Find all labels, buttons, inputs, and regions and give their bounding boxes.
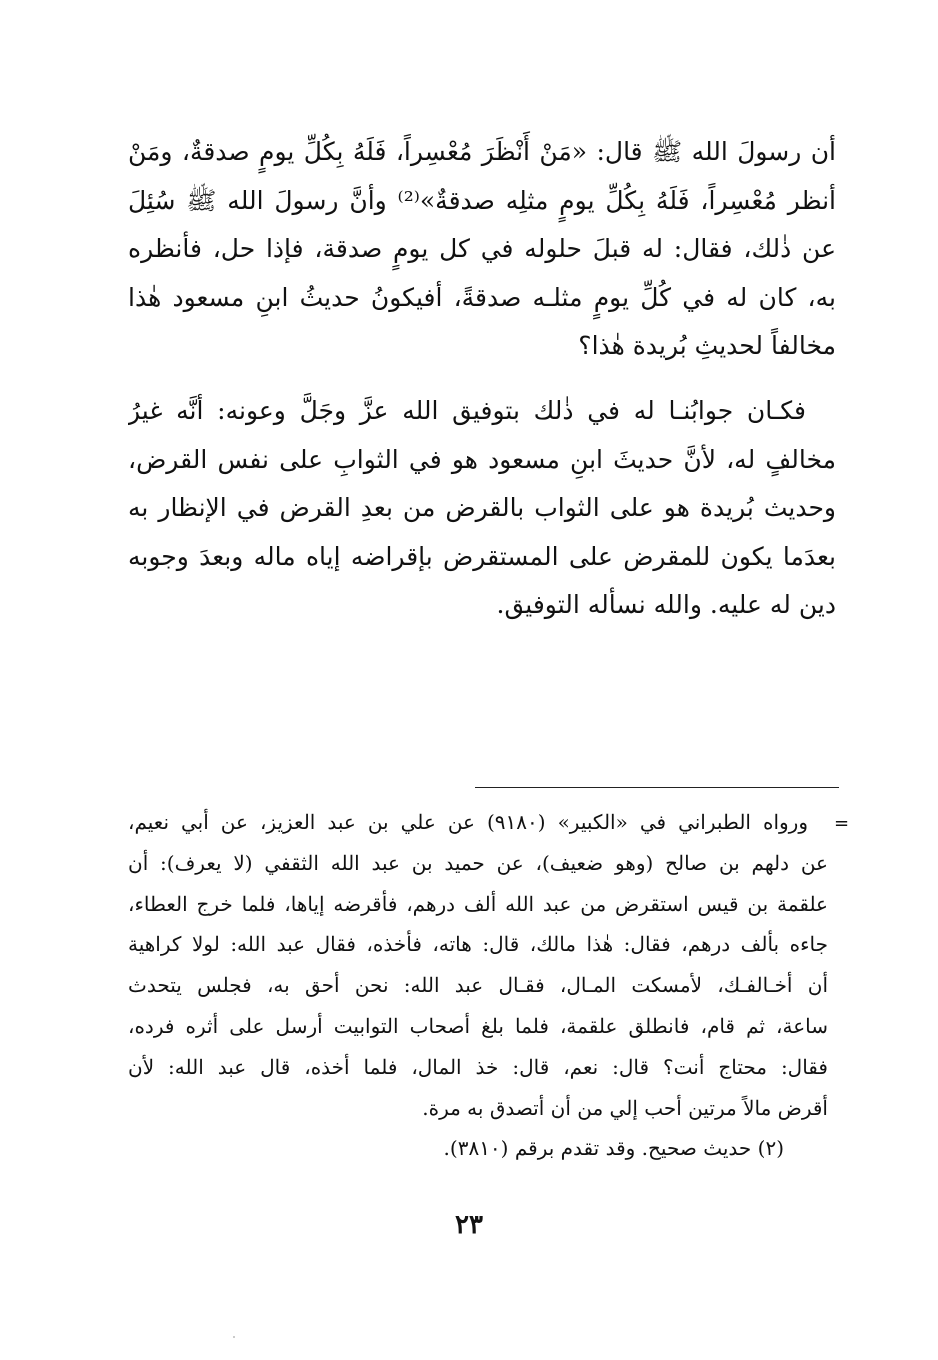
paragraph-1 bbox=[128, 128, 836, 371]
footnote-separator bbox=[475, 787, 839, 788]
text-line: دين له عليه. والله نسأله التوفيق. bbox=[496, 590, 836, 620]
footnote-line: فقال: محتاج أنت؟ قال: نعم، قال: خذ المال، فلما أخذه، قال عبد الله: لأن bbox=[128, 1054, 828, 1079]
footnote-line: عن دلهم بن صالح (وهو ضعيف)، عن حميد بن عبد الله الثقفي (لا يعرف): أن bbox=[128, 850, 828, 875]
text-line: أنظر مُعْسِراً، فَلَهُ بِكُلِّ يومٍ مثلِه صدقةٌ»⁽²⁾ وأنَّ رسولَ الله ﷺ سُئِلَ bbox=[128, 185, 836, 215]
footnote-line: ساعة، ثم قام، فانطلق علقمة، فلما بلغ أصحاب التوابيت أرسل على أثره فرده، bbox=[128, 1013, 828, 1038]
scan-speck bbox=[233, 1336, 235, 1338]
page-number: ٢٣ bbox=[455, 1210, 483, 1240]
text-line: مخالفٍ له، لأنَّ حديثَ ابنِ مسعود هو في الثوابِ على نفس القرض، bbox=[128, 444, 836, 474]
footnote-line: علقمة بن قيس استقرض من عبد الله ألف درهم، فأقرضه إياها، فلما خرج العطاء، bbox=[128, 891, 828, 916]
footnote-continuation-mark: = bbox=[834, 813, 850, 834]
text-line: بعدَما يكون للمقرض على المستقرض بإقراضه إياه ماله وبعدَ وجوبه bbox=[128, 541, 836, 571]
footnote-line: أن أخـالفـك، لأمسكت المـال، فقـال عبد الله: نحن أحق به، فجلس يتحدث bbox=[128, 973, 828, 998]
text-line: وحديث بُريدة هو على الثواب بالقرض من بعدِ القرض في الإنظار به bbox=[128, 493, 836, 523]
footnotes-section bbox=[128, 802, 828, 1169]
paragraph-gap bbox=[128, 371, 836, 387]
text-line: فكـان جوابُنـا له في ذٰلك بتوفيق الله عزَّ وجَلَّ وعونه: أنَّه غيرُ bbox=[128, 395, 806, 425]
footnote-line: أقرض مالاً مرتين أحب إلي من أن أتصدق به مرة. bbox=[422, 1095, 828, 1120]
text-line: مخالفاً لحديثِ بُريدة هٰذا؟ bbox=[578, 331, 836, 361]
footnote-2: (٢) حديث صحيح. وقد تقدم برقم (٣٨١٠). bbox=[443, 1136, 784, 1161]
main-text-body bbox=[128, 128, 836, 630]
text-line: به، كان له في كُلِّ يومٍ مثلـه صدقةً، أفيكونُ حديثُ ابنِ مسعود هٰذا bbox=[128, 282, 836, 312]
footnote-line: ورواه الطبراني في «الكبير» (٩١٨٠) عن علي بن عبد العزيز، عن أبي نعيم، bbox=[128, 810, 808, 834]
text-line: عن ذٰلك، فقال: له قبلَ حلوله في كل يومٍ صدقة، فإذا حل، فأنظره bbox=[128, 234, 836, 264]
footnote-line: جاءه بألف درهم، فقال: هٰذا مالك، قال: هاته، فأخذه، فقال عبد الله: لولا كراهية bbox=[128, 932, 828, 957]
paragraph-2 bbox=[128, 387, 836, 630]
text-line: أن رسولَ الله ﷺ قال: «مَنْ أَنْظَرَ مُعْسِراً، فَلَهُ بِكُلِّ يومٍ صدقةٌ، ومَنْ bbox=[128, 137, 836, 166]
